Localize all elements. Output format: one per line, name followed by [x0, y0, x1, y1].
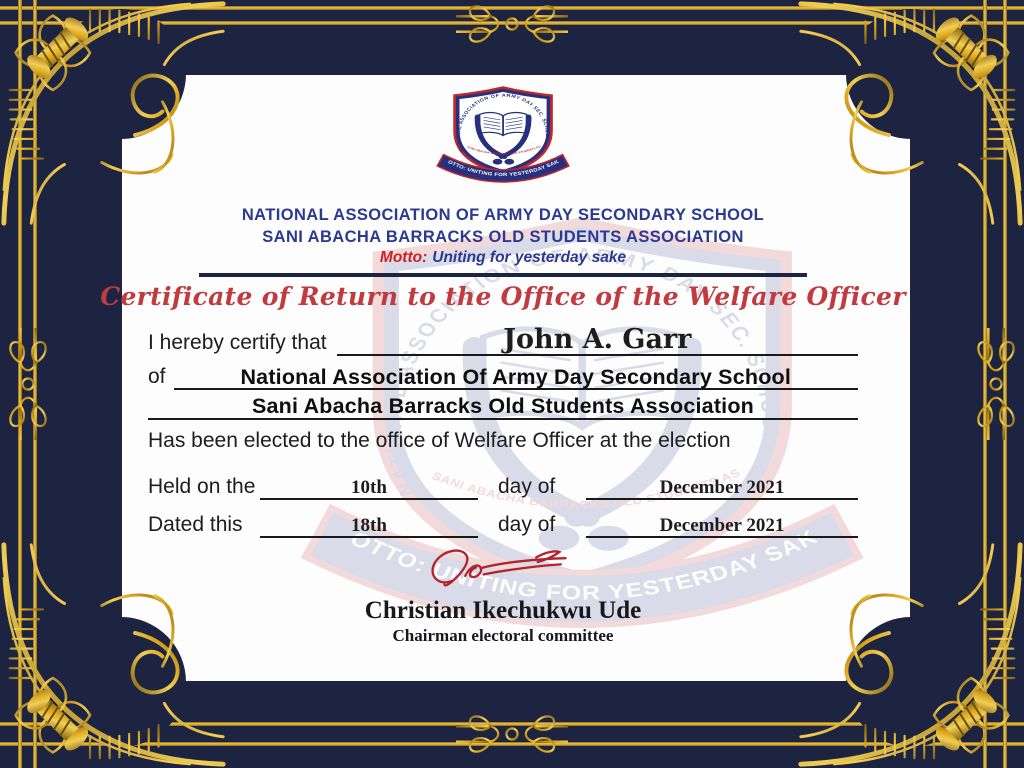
certificate-content — [100, 75, 910, 681]
motto-label: Motto: — [379, 249, 428, 267]
certificate-title: Certificate of Return to the Office of the Welfare Officer — [100, 281, 906, 311]
held-month-field: December 2021 — [586, 478, 858, 500]
of-label: of — [148, 365, 166, 389]
right-edge-ornament — [972, 328, 1020, 440]
signature-scribble — [398, 542, 608, 596]
signatory-role: Chairman electoral committee — [392, 625, 614, 645]
association-name-line1: NATIONAL ASSOCIATION OF ARMY DAY SECONDARY SCHOOL — [241, 206, 765, 224]
header-divider-rule — [199, 273, 807, 277]
corner-ornament-bottom-left — [0, 537, 231, 768]
dated-day-of-label: day of — [498, 512, 556, 536]
held-day-of-label: day of — [498, 474, 556, 498]
bottom-edge-ornament — [456, 710, 568, 758]
organization-row2 — [148, 395, 858, 420]
organization-field-line2: Sani Abacha Barracks Old Students Association — [148, 395, 858, 420]
dated-row — [148, 513, 858, 538]
top-edge-ornament — [456, 0, 568, 48]
held-on-label: Held on the — [148, 474, 256, 498]
left-edge-ornament — [4, 328, 52, 440]
corner-ornament-bottom-right — [793, 537, 1024, 768]
certificate-panel — [100, 75, 910, 681]
held-on-row — [148, 475, 858, 500]
dated-label: Dated this — [148, 512, 243, 536]
association-name-line2: SANI ABACHA BARRACKS OLD STUDENTS ASSOCIATION — [262, 227, 744, 246]
certify-label: I hereby certify that — [148, 331, 327, 355]
certify-row — [148, 323, 858, 356]
motto-line — [380, 249, 626, 267]
recipient-name-field: John A. Garr — [337, 326, 858, 356]
dated-day-field: 18th — [260, 516, 478, 538]
dated-month-field: December 2021 — [586, 516, 858, 538]
held-day-field: 10th — [260, 478, 478, 500]
of-row — [148, 365, 858, 390]
school-crest — [427, 83, 579, 198]
organization-field-line1: National Association Of Army Day Secondary School — [174, 366, 858, 391]
corner-ornament-top-left — [0, 0, 231, 231]
motto-text: Uniting for yesterday sake — [432, 249, 627, 267]
elected-statement: Has been elected to the office of Welfare Officer at the election — [148, 428, 731, 452]
corner-ornament-top-right — [793, 0, 1024, 231]
signatory-name: Christian Ikechukwu Ude — [364, 596, 642, 624]
